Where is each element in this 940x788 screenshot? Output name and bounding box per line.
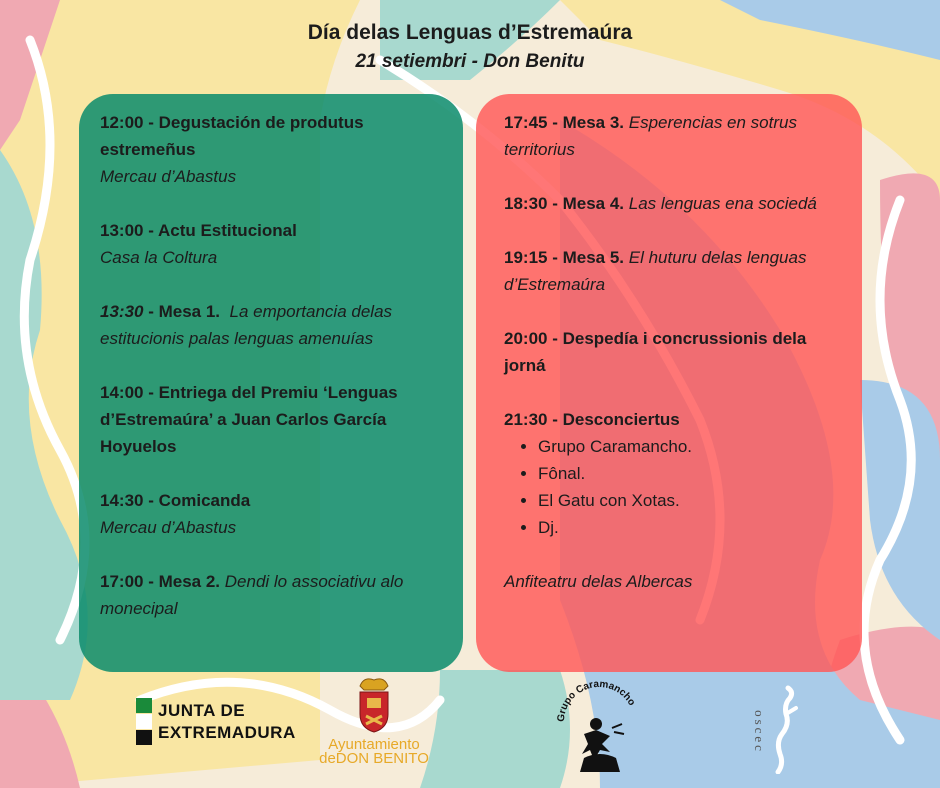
don-benito-logo	[306, 676, 442, 776]
page-header	[0, 18, 940, 76]
event-item: 14:30 - Comicanda Mercau d’Abastus	[100, 487, 450, 541]
event-time: 13:00	[100, 221, 144, 240]
page-title: Día delas Lenguas d’Estremaúra	[307, 21, 633, 44]
event-time: 14:00	[100, 383, 144, 402]
left-schedule	[100, 109, 450, 649]
event-title: Mesa 4.	[562, 194, 625, 213]
band-item: • Fônal.	[538, 460, 849, 487]
event-time: 18:30	[504, 194, 548, 213]
junta-line1: JUNTA DE	[158, 701, 246, 720]
grupo-caramancho-logo	[554, 680, 644, 780]
event-venue: Casa la Coltura	[100, 248, 218, 267]
event-item: 18:30 - Mesa 4. Las lenguas ena sociedá	[504, 194, 817, 213]
event-time: 19:15	[504, 248, 548, 267]
event-title: Desconciertus	[562, 410, 680, 429]
extremadura-flag-icon	[136, 698, 154, 746]
caramancho-dancers-icon	[554, 680, 644, 780]
caramancho-arc-text: Grupo Caramancho	[555, 680, 638, 723]
event-item: 13:00 - Actu Estitucional Casa la Coltura	[100, 217, 450, 271]
event-venue: Anfiteatru delas Albercas	[504, 572, 693, 591]
sponsor-logos	[0, 676, 940, 788]
band-item: • El Gatu con Xotas.	[538, 487, 849, 514]
event-item: 13:30 - Mesa 1. La emportancia delas estitucionis palas lenguas amenuías	[100, 302, 393, 348]
event-item: 12:00 - Degustación de produtus estremeñus Mercau d’Abastus	[100, 109, 450, 190]
event-time: 13:30	[100, 302, 144, 321]
event-title: Mesa 5.	[562, 248, 625, 267]
band-item: • Dj.	[538, 514, 849, 541]
oscec-figure-icon	[772, 684, 802, 774]
event-item: 21:30 - Desconciertus • Grupo Caramancho. • Fônal. • El Gatu con Xotas. • Dj. Anfiteatru delas Albercas	[504, 406, 849, 595]
oscec-text: oscec	[752, 710, 767, 754]
event-description: El huturu delas lenguas d’Estremaúra	[504, 248, 807, 294]
event-title: Actu Estitucional	[157, 221, 297, 240]
event-title: Mesa 2.	[158, 572, 221, 591]
event-time: 17:45	[504, 113, 548, 132]
event-venue: Mercau d’Abastus	[100, 518, 237, 537]
event-time: 21:30	[504, 410, 548, 429]
event-time: 17:00	[100, 572, 144, 591]
event-time: 12:00	[100, 113, 144, 132]
svg-text:Grupo Caramancho	[556, 680, 637, 722]
event-item: 14:00 - Entriega del Premiu ‘Lenguas d’Estremaúra’ a Juan Carlos García Hoyuelos	[100, 383, 398, 456]
event-title: Mesa 3.	[562, 113, 625, 132]
junta-line2: EXTREMADURA	[158, 723, 296, 742]
coat-of-arms-icon	[354, 676, 394, 734]
event-venue: Mercau d’Abastus	[100, 167, 237, 186]
band-list	[504, 433, 849, 541]
right-schedule	[504, 109, 849, 622]
ayto-line2: deDON BENITO	[319, 750, 429, 767]
event-title: Despedía i concrussionis dela jorná	[504, 329, 807, 375]
event-time: 20:00	[504, 329, 548, 348]
event-title: Entriega del Premiu ‘Lenguas d’Estremaúra’ a Juan Carlos García Hoyuelos	[100, 383, 398, 456]
event-title: Comicanda	[158, 491, 251, 510]
event-description: Las lenguas ena sociedá	[628, 194, 817, 213]
event-description: La emportancia delas estitucionis palas lenguas amenuías	[100, 302, 393, 348]
event-item: 17:45 - Mesa 3. Esperencias en sotrus territorius	[504, 113, 797, 159]
page-subtitle: 21 setiembri - Don Benitu	[355, 51, 585, 72]
event-time: 14:30	[100, 491, 144, 510]
event-title: Degustación de produtus estremeñus	[100, 113, 364, 159]
event-item: 20:00 - Despedía i concrussionis dela jorná	[504, 329, 807, 375]
event-item: 17:00 - Mesa 2. Dendi lo associativu alo monecipal	[100, 572, 404, 618]
oscec-logo	[750, 680, 802, 780]
event-description: Dendi lo associativu alo monecipal	[100, 572, 404, 618]
event-title: Mesa 1.	[158, 302, 221, 321]
band-item: • Grupo Caramancho.	[538, 433, 849, 460]
event-description: Esperencias en sotrus territorius	[504, 113, 797, 159]
ayto-line1: Ayuntamiento	[328, 736, 420, 753]
event-item: 19:15 - Mesa 5. El huturu delas lenguas d’Estremaúra	[504, 248, 807, 294]
